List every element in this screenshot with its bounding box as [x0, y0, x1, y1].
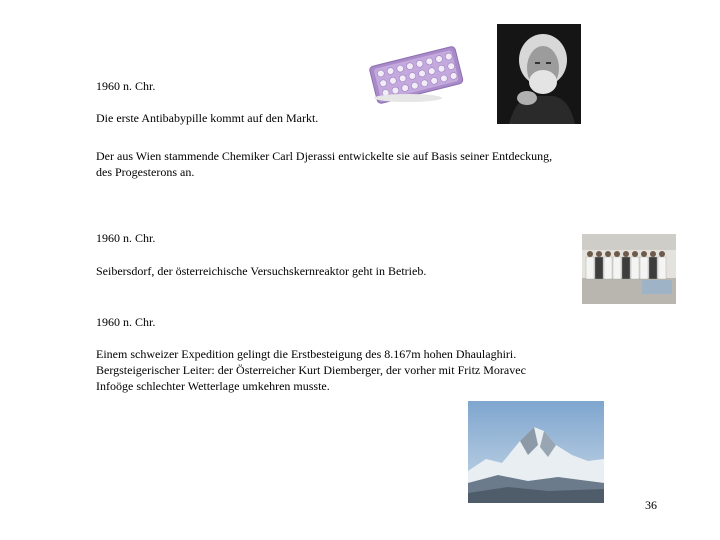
entry-2-date: 1960 n. Chr. [96, 231, 156, 245]
entry-3-body-line-2: Bergsteigerischer Leiter: der Österreicher Kurt Diemberger, der vorher mit Fritz Moravec [96, 363, 526, 377]
entry-1-date: 1960 n. Chr. [96, 79, 156, 93]
contraceptive-pill-blister-image [368, 44, 464, 104]
dhaulagiri-mountain-photo [468, 401, 604, 503]
entry-3-body-line-3: Infoöge schlechter Wetterlage umkehren musste. [96, 379, 330, 393]
entry-2-headline: Seibersdorf, der österreichische Versuchskernreaktor geht in Betrieb. [96, 264, 427, 278]
entry-3-body-line-1: Einem schweizer Expedition gelingt die Erstbesteigung des 8.167m hohen Dhaulaghiri. [96, 347, 517, 361]
entry-1-body-line-1: Der aus Wien stammende Chemiker Carl Djerassi entwickelte sie auf Basis seiner Entdeckung, [96, 149, 553, 163]
reactor-staff-group-photo [582, 234, 676, 304]
entry-1-headline: Die erste Antibabypille kommt auf den Markt. [96, 111, 319, 125]
entry-3-date: 1960 n. Chr. [96, 315, 156, 329]
carl-djerassi-portrait-image [497, 24, 581, 124]
entry-1-body-line-2: des Progesterons an. [96, 165, 195, 179]
page-number: 36 [645, 498, 657, 512]
